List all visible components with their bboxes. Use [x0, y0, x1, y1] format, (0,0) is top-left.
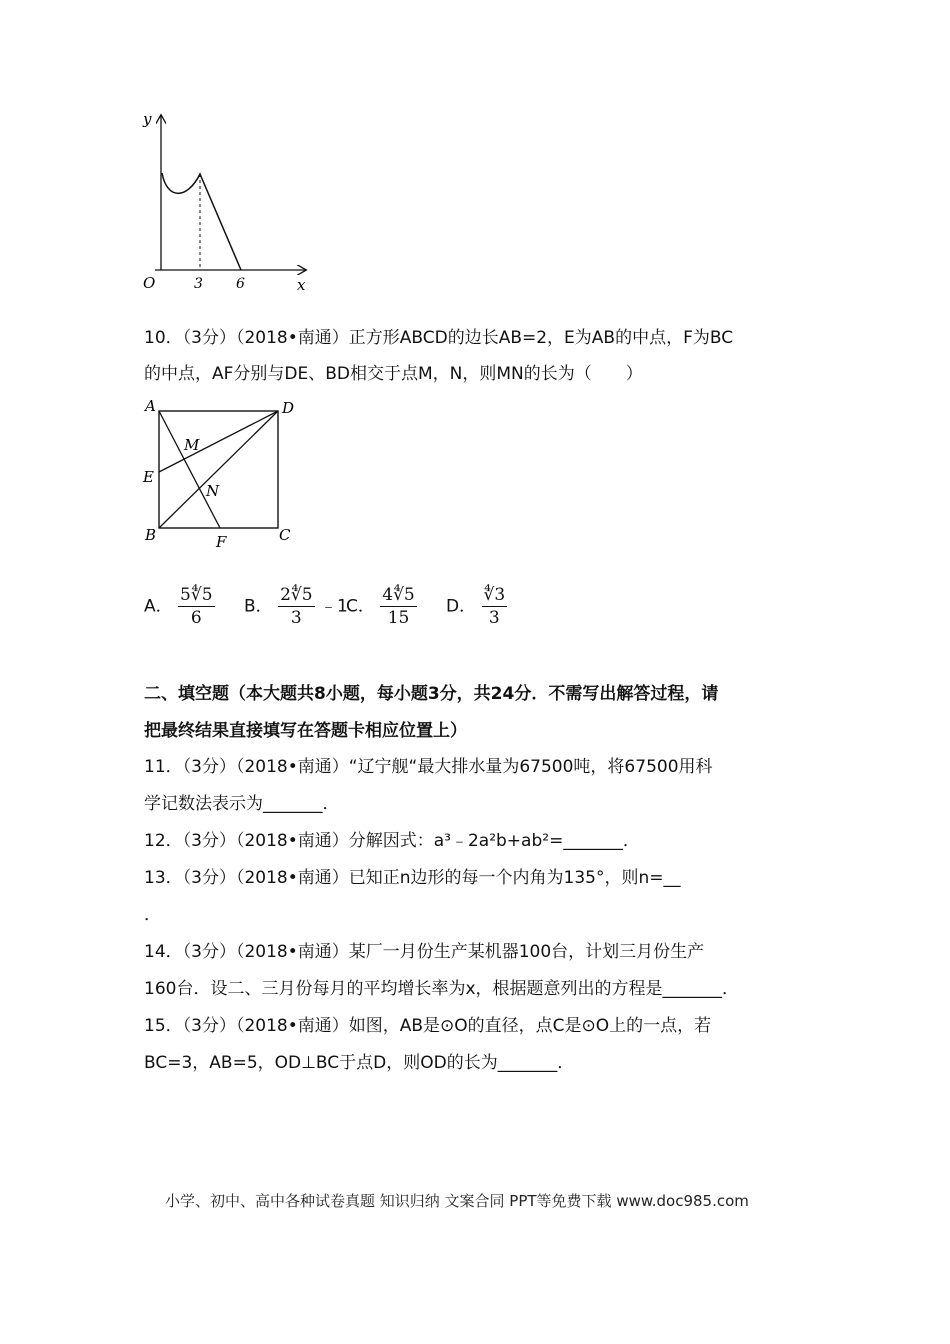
q15-line1: 15．（3分）（2018•南通）如图，AB是⊙O的直径，点C是⊙O上的一点，若 [144, 1016, 712, 1036]
label-d: D [282, 399, 295, 417]
option-c-label: C． [346, 596, 375, 617]
y-axis-label: y [143, 110, 152, 128]
label-a: A [145, 397, 156, 415]
option-a-denominator: 6 [190, 608, 202, 628]
page-footer: 小学、初中、高中各种试卷真题 知识归纳 文案合同 PPT等免费下载 www.doc985.com [165, 1192, 749, 1210]
section2-heading-line1: 二、填空题（本大题共8小题，每小题3分，共24分．不需写出解答过程，请 [144, 684, 719, 704]
q12-line1: 12．（3分）（2018•南通）分解因式：a³﹣2a²b+ab²=_______． [144, 831, 640, 851]
label-b: B [145, 526, 157, 544]
graph-curve [162, 173, 241, 270]
function-graph [135, 108, 315, 298]
option-c-fraction [380, 585, 416, 628]
q14-line1: 14．（3分）（2018•南通）某厂一月份生产某机器100台，计划三月份生产 [144, 942, 705, 962]
option-c-numerator: 4∜5 [382, 585, 415, 605]
label-f: F [216, 533, 227, 551]
option-b[interactable] [244, 585, 348, 628]
tick-label-6: 6 [236, 276, 245, 292]
q13-line2: ． [144, 905, 161, 925]
option-a[interactable] [144, 585, 215, 628]
label-n: N [206, 482, 220, 500]
label-m: M [184, 436, 200, 454]
section2-heading-line2: 把最终结果直接填写在答题卡相应位置上） [144, 721, 467, 741]
option-d-fraction [482, 585, 508, 628]
option-c[interactable] [346, 585, 417, 628]
q15-line2: BC=3，AB=5，OD⊥BC于点D，则OD的长为_______． [144, 1053, 575, 1073]
option-b-tail: ﹣1 [319, 596, 348, 617]
option-b-denominator: 3 [290, 608, 302, 628]
option-d-label: D． [446, 596, 477, 617]
option-d-numerator: ∜3 [483, 585, 506, 605]
tick-label-3: 3 [194, 276, 203, 292]
q10-line2: 的中点，AF分别与DE、BD相交于点M，N，则MN的长为（ ） [144, 364, 643, 384]
label-c: C [279, 526, 291, 544]
option-c-denominator: 15 [387, 608, 410, 628]
option-b-label: B． [244, 596, 273, 617]
option-d[interactable] [446, 585, 507, 628]
q11-line1: 11．（3分）（2018•南通）“辽宁舰“最大排水量为67500吨，将67500用科 [144, 757, 713, 777]
origin-label: O [143, 274, 156, 292]
option-a-fraction [178, 585, 214, 628]
q10-line1: 10．（3分）（2018•南通）正方形ABCD的边长AB=2，E为AB的中点，F为BC [144, 328, 734, 348]
option-b-numerator: 2∜5 [280, 585, 313, 605]
x-axis-label: x [297, 276, 306, 294]
label-e: E [143, 468, 154, 486]
option-a-numerator: 5∜5 [180, 585, 213, 605]
square-figure [138, 393, 308, 553]
segment-bd [159, 411, 278, 528]
segment-de [159, 411, 278, 472]
q13-line1: 13．（3分）（2018•南通）已知正n边形的每一个内角为135°，则n=__ [144, 868, 681, 888]
option-b-fraction [278, 585, 314, 628]
option-d-denominator: 3 [488, 608, 500, 628]
q14-line2: 160台．设二、三月份每月的平均增长率为x，根据题意列出的方程是_______． [144, 979, 740, 999]
option-a-label: A． [144, 596, 173, 617]
q11-line2: 学记数法表示为_______． [144, 794, 340, 814]
segment-af [159, 411, 220, 528]
